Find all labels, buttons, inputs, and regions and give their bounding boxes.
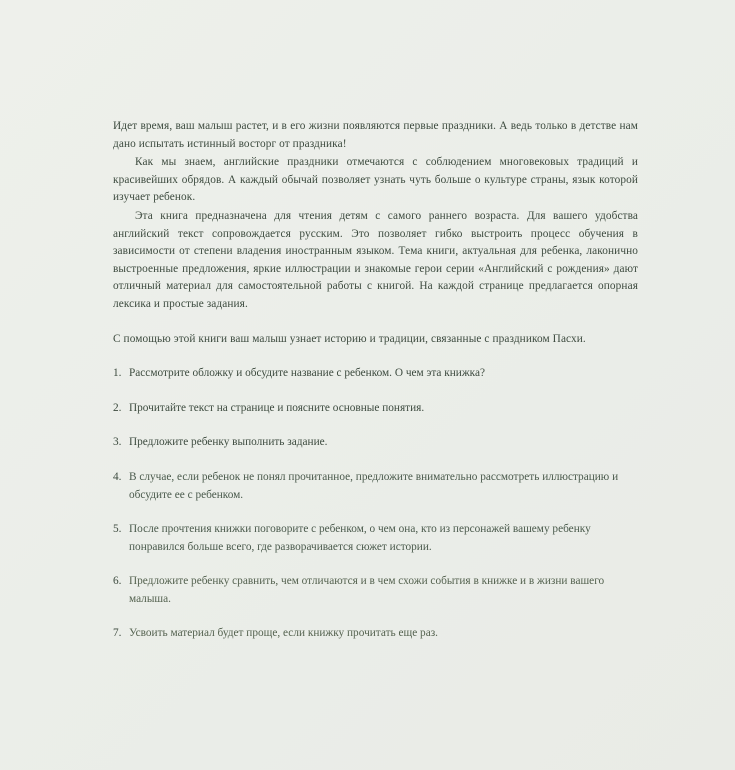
list-item-text: Прочитайте текст на странице и поясните основные понятия. — [129, 401, 425, 414]
list-item — [113, 365, 638, 383]
list-item — [113, 573, 638, 608]
list-item-text: Рассмотрите обложку и обсудите название с ребенком. О чем эта книжка? — [129, 367, 485, 380]
list-item-text: Предложите ребенку сравнить, чем отличаются и в чем схожи события в книжке и в жизни вашего малыша. — [129, 575, 605, 605]
list-item-text: В случае, если ребенок не понял прочитанное, предложите внимательно рассмотреть иллюстрацию и обсудите ее с ребенком. — [129, 470, 619, 501]
list-item — [113, 400, 638, 418]
list-item-number: 5. — [113, 523, 122, 536]
instructions-list — [113, 365, 638, 643]
paragraph-traditions: Как мы знаем, английские праздники отмечаются с соблюдением многовековых традиций и красивейших обрядов. А каждый обычай позволяет узнать чуть больше о культуре страны, язык которой изучает ребенок. — [113, 156, 638, 204]
list-item — [113, 469, 638, 504]
paragraph-easter: С помощью этой книги ваш малыш узнает историю и традиции, связанные с праздником Пасхи. — [113, 332, 586, 345]
list-item-text: После прочтения книжки поговорите с ребенком, о чем она, кто из персонажей вашему ребенку понравился больше всего, где разворачивается сюжет истории. — [129, 523, 591, 553]
paragraph-about-book: Эта книга предназначена для чтения детям с самого раннего возраста. Для вашего удобства английский текст сопровождается русским. Это позволяет гибко выстроить процесс обучения в зависимости от степени владения иностранным языком. Тема книги, актуальная для ребенка, лаконично выстроенные предложения, яркие иллюстрации и знакомые герои серии «Английский с рождения» дают отличный материал для самостоятельной работы с книгой. На каждой странице предлагается опорная лексика и простые задания. — [113, 209, 638, 310]
list-item-number: 6. — [113, 575, 122, 588]
list-item-text: Усвоить материал будет проще, если книжку прочитать еще раз. — [129, 627, 439, 640]
document-body — [113, 118, 638, 660]
list-item-number: 1. — [113, 367, 122, 380]
list-item-number: 4. — [113, 470, 122, 483]
paragraph-intro: Идет время, ваш малыш растет, и в его жизни появляются первые праздники. А ведь только в детстве нам дано испытать истинный восторг от праздника! — [113, 120, 638, 150]
list-item-text: Предложите ребенку выполнить задание. — [129, 436, 328, 449]
list-item-number: 2. — [113, 401, 122, 414]
list-item-number: 3. — [113, 436, 122, 449]
list-item-number: 7. — [113, 627, 122, 640]
list-item — [113, 521, 638, 556]
list-item — [113, 434, 638, 452]
list-item — [113, 625, 638, 643]
